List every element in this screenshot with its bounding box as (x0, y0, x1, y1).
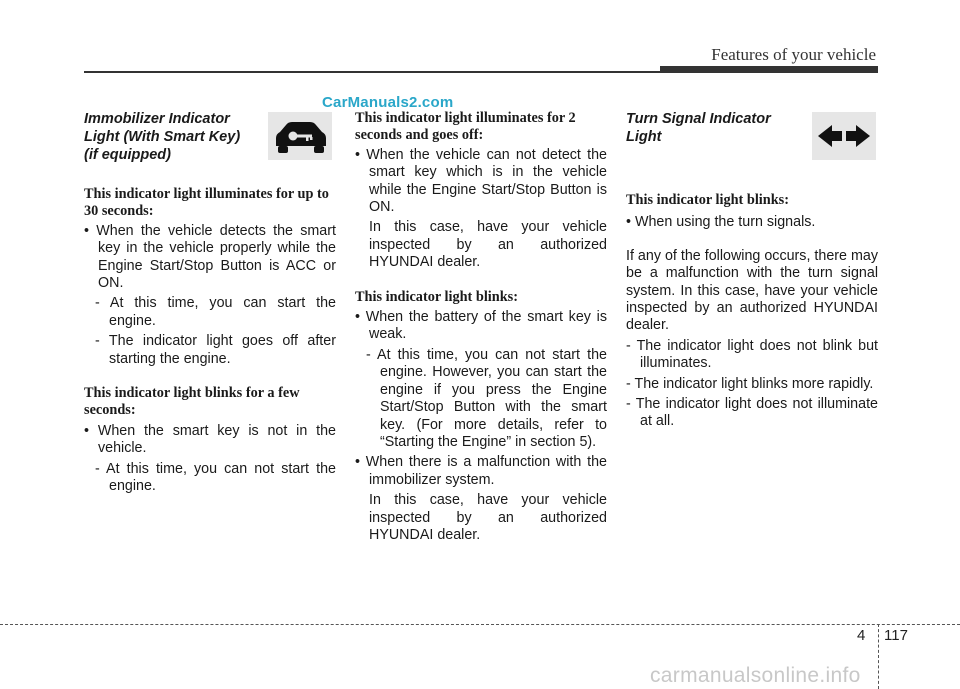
dash-goes-off: - The indicator light goes off after starting the engine. (95, 333, 336, 367)
paragraph-illuminates-2s: This indicator light illuminates for 2 seconds and goes off: (355, 110, 576, 144)
car-key-icon (268, 112, 332, 160)
bullet-malfunction: • When there is a malfunction with the immobilizer system. (355, 454, 607, 488)
paragraph-illuminates: This indicator light illuminates for up to 30 seconds: (84, 186, 329, 220)
watermark-bottom[interactable]: carmanualsonline.info (650, 664, 861, 687)
footer-divider (878, 624, 879, 689)
section-heading-turn-signal: Turn Signal Indicator Light (626, 111, 771, 145)
bullet-battery-weak: • When the battery of the smart key is weak. (355, 309, 607, 343)
section-heading-immobilizer: Immobilizer Indicator Light (With Smart Key) (if equipped) (84, 111, 241, 163)
header-rule (84, 71, 660, 73)
column-smart-key (355, 110, 607, 544)
column-immobilizer (84, 110, 336, 496)
bullet-key-not-in-vehicle: • When the smart key is not in the vehicle. (84, 422, 336, 457)
bullet-using-turn-signals: • When using the turn signals. (626, 214, 816, 231)
dash-not-blink: - The indicator light does not blink but illuminates. (626, 337, 878, 372)
chapter-number: 4 (857, 627, 866, 644)
watermark-top[interactable]: CarManuals2.com (322, 94, 454, 111)
paragraph-blinks: This indicator light blinks: (355, 288, 519, 305)
dash-blinks-rapidly: - The indicator light blinks more rapidly. (626, 375, 874, 392)
paragraph-blinks-few: This indicator light blinks for a few seconds: (84, 385, 300, 419)
footer-rule (0, 624, 960, 625)
dash-can-start: - At this time, you can start the engine. (95, 295, 336, 329)
bullet-can-not-detect: • When the vehicle can not detect the smart key which is in the vehicle while the Engine Start/Stop Button is ON. (355, 146, 607, 216)
turn-signal-arrows-icon (812, 112, 876, 160)
running-header: Features of your vehicle (711, 45, 876, 64)
page-number: 117 (884, 627, 908, 644)
dash-can-not-start: - At this time, you can not start the engine. (95, 460, 336, 495)
dash-start-with-key: - At this time, you can not start the engine. However, you can start the engine if you press the Engine Start/Stop Button with the smart key. (For more details, refer to “Starting the Engine” in section 5). (366, 346, 607, 450)
paragraph-malfunction: If any of the following occurs, there may be a malfunction with the turn signal system. In this case, have your vehicle inspected by an authorized HYUNDAI dealer. (626, 247, 878, 334)
header-rule-thick (660, 66, 878, 73)
bullet-detects-key: • When the vehicle detects the smart key in the vehicle properly while the Engine Start/Stop Button is ACC or ON. (84, 222, 336, 292)
paragraph-turn-blinks: This indicator light blinks: (626, 192, 790, 208)
indent-inspect-1: In this case, have your vehicle inspected by an authorized HYUNDAI dealer. (369, 219, 607, 271)
dash-not-illuminate: - The indicator light does not illuminate at all. (626, 396, 878, 430)
indent-inspect-2: In this case, have your vehicle inspected by an authorized HYUNDAI dealer. (369, 492, 607, 543)
